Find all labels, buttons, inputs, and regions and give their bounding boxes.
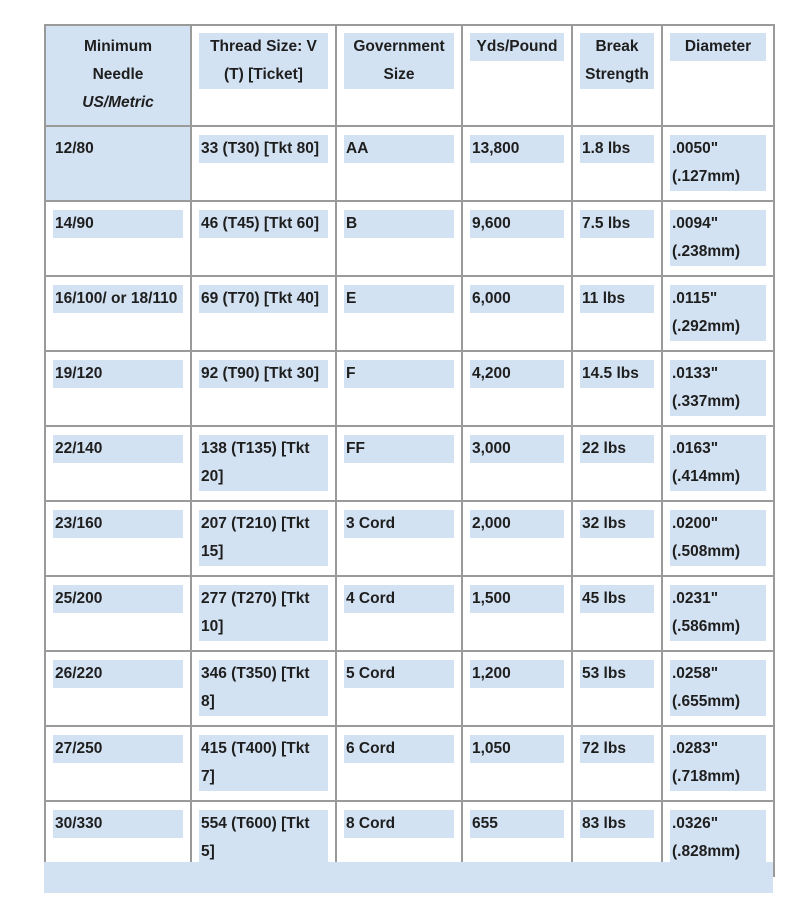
cell-text: .0115" (.292mm) xyxy=(670,285,766,341)
cell-government-size xyxy=(336,726,462,801)
cell-text: 415 (T400) [Tkt 7] xyxy=(199,735,328,791)
cell-diameter xyxy=(662,501,774,576)
cell-text: 19/120 xyxy=(53,360,183,388)
cell-diameter xyxy=(662,651,774,726)
cell-text: 12/80 xyxy=(55,140,94,157)
footer-bar xyxy=(44,862,773,893)
cell-text: 72 lbs xyxy=(580,735,654,763)
cell-thread-size xyxy=(191,126,336,201)
cell-text: 3,000 xyxy=(470,435,564,463)
cell-text: 554 (T600) [Tkt 5] xyxy=(199,810,328,866)
cell-text: 1,050 xyxy=(470,735,564,763)
cell-diameter xyxy=(662,726,774,801)
table-row xyxy=(45,276,774,351)
header-text: Thread Size: V (T) [Ticket] xyxy=(199,33,328,89)
table-row xyxy=(45,726,774,801)
cell-break-strength xyxy=(572,576,662,651)
cell-break-strength xyxy=(572,651,662,726)
cell-yds-pound xyxy=(462,651,572,726)
cell-text: 30/330 xyxy=(53,810,183,838)
header-government-size xyxy=(336,25,462,126)
header-text: Government Size xyxy=(344,33,454,89)
header-yds-pound xyxy=(462,25,572,126)
cell-text: 92 (T90) [Tkt 30] xyxy=(199,360,328,388)
cell-text: AA xyxy=(344,135,454,163)
cell-text: 207 (T210) [Tkt 15] xyxy=(199,510,328,566)
cell-thread-size xyxy=(191,726,336,801)
cell-text: 26/220 xyxy=(53,660,183,688)
cell-yds-pound xyxy=(462,576,572,651)
cell-text: 23/160 xyxy=(53,510,183,538)
cell-diameter xyxy=(662,576,774,651)
cell-text: 4 Cord xyxy=(344,585,454,613)
cell-diameter xyxy=(662,351,774,426)
header-text: Break Strength xyxy=(580,33,654,89)
header-row xyxy=(45,25,774,126)
cell-government-size xyxy=(336,576,462,651)
cell-text: 5 Cord xyxy=(344,660,454,688)
cell-yds-pound xyxy=(462,126,572,201)
cell-text: 11 lbs xyxy=(580,285,654,313)
cell-break-strength xyxy=(572,501,662,576)
header-text: Diameter xyxy=(670,33,766,61)
cell-needle xyxy=(45,651,191,726)
header-thread-size xyxy=(191,25,336,126)
cell-text: 3 Cord xyxy=(344,510,454,538)
cell-yds-pound xyxy=(462,351,572,426)
cell-yds-pound xyxy=(462,726,572,801)
cell-text: 22 lbs xyxy=(580,435,654,463)
cell-break-strength xyxy=(572,126,662,201)
cell-thread-size xyxy=(191,276,336,351)
cell-needle xyxy=(45,501,191,576)
cell-text: 7.5 lbs xyxy=(580,210,654,238)
cell-thread-size xyxy=(191,201,336,276)
cell-diameter xyxy=(662,201,774,276)
cell-text: 27/250 xyxy=(53,735,183,763)
cell-needle xyxy=(45,276,191,351)
cell-text: E xyxy=(344,285,454,313)
cell-needle xyxy=(45,576,191,651)
cell-break-strength xyxy=(572,726,662,801)
cell-text: 1,200 xyxy=(470,660,564,688)
header-diameter xyxy=(662,25,774,126)
cell-government-size xyxy=(336,501,462,576)
header-text: Yds/Pound xyxy=(470,33,564,61)
cell-text: 655 xyxy=(470,810,564,838)
cell-thread-size xyxy=(191,426,336,501)
cell-text: 16/100/ or 18/110 xyxy=(53,285,183,313)
table-row xyxy=(45,351,774,426)
cell-text: 14.5 lbs xyxy=(580,360,654,388)
cell-break-strength xyxy=(572,276,662,351)
cell-text: 4,200 xyxy=(470,360,564,388)
cell-text: 53 lbs xyxy=(580,660,654,688)
cell-break-strength xyxy=(572,351,662,426)
cell-text: 346 (T350) [Tkt 8] xyxy=(199,660,328,716)
cell-government-size xyxy=(336,351,462,426)
cell-text: .0283" (.718mm) xyxy=(670,735,766,791)
cell-text: 13,800 xyxy=(470,135,564,163)
table-row xyxy=(45,126,774,201)
header-break-strength xyxy=(572,25,662,126)
cell-diameter xyxy=(662,426,774,501)
table-row xyxy=(45,501,774,576)
cell-text: 32 lbs xyxy=(580,510,654,538)
header-line: Minimum xyxy=(83,38,153,55)
cell-text: 277 (T270) [Tkt 10] xyxy=(199,585,328,641)
cell-text: 45 lbs xyxy=(580,585,654,613)
cell-needle xyxy=(45,726,191,801)
cell-text: 6 Cord xyxy=(344,735,454,763)
header-line: Needle xyxy=(92,66,144,83)
cell-government-size xyxy=(336,126,462,201)
cell-text: 83 lbs xyxy=(580,810,654,838)
cell-text: .0050" (.127mm) xyxy=(670,135,766,191)
cell-text: B xyxy=(344,210,454,238)
cell-text: 138 (T135) [Tkt 20] xyxy=(199,435,328,491)
cell-government-size xyxy=(336,276,462,351)
header-minimum-needle xyxy=(45,25,191,126)
cell-text: .0200" (.508mm) xyxy=(670,510,766,566)
thread-size-table xyxy=(44,24,775,877)
cell-government-size xyxy=(336,201,462,276)
cell-text: 46 (T45) [Tkt 60] xyxy=(199,210,328,238)
cell-text: .0133" (.337mm) xyxy=(670,360,766,416)
cell-text: F xyxy=(344,360,454,388)
cell-text: 2,000 xyxy=(470,510,564,538)
cell-yds-pound xyxy=(462,501,572,576)
cell-text: .0326" (.828mm) xyxy=(670,810,766,866)
cell-text: .0258" (.655mm) xyxy=(670,660,766,716)
cell-thread-size xyxy=(191,651,336,726)
cell-text: 25/200 xyxy=(53,585,183,613)
cell-text: 14/90 xyxy=(53,210,183,238)
cell-text: 8 Cord xyxy=(344,810,454,838)
cell-text: .0163" (.414mm) xyxy=(670,435,766,491)
cell-needle xyxy=(45,126,191,201)
cell-text: FF xyxy=(344,435,454,463)
cell-text: .0231" (.586mm) xyxy=(670,585,766,641)
cell-break-strength xyxy=(572,426,662,501)
cell-text: 33 (T30) [Tkt 80] xyxy=(199,135,328,163)
cell-thread-size xyxy=(191,351,336,426)
cell-text: 1,500 xyxy=(470,585,564,613)
cell-thread-size xyxy=(191,501,336,576)
table-row xyxy=(45,201,774,276)
table-row xyxy=(45,426,774,501)
cell-government-size xyxy=(336,651,462,726)
cell-needle xyxy=(45,426,191,501)
cell-yds-pound xyxy=(462,201,572,276)
cell-text: 6,000 xyxy=(470,285,564,313)
cell-text: 69 (T70) [Tkt 40] xyxy=(199,285,328,313)
cell-needle xyxy=(45,351,191,426)
table-row xyxy=(45,651,774,726)
table-row xyxy=(45,576,774,651)
cell-government-size xyxy=(336,426,462,501)
cell-thread-size xyxy=(191,576,336,651)
cell-needle xyxy=(45,201,191,276)
cell-yds-pound xyxy=(462,426,572,501)
cell-break-strength xyxy=(572,201,662,276)
cell-yds-pound xyxy=(462,276,572,351)
cell-diameter xyxy=(662,126,774,201)
cell-text: 9,600 xyxy=(470,210,564,238)
cell-text: .0094" (.238mm) xyxy=(670,210,766,266)
cell-text: 1.8 lbs xyxy=(580,135,654,163)
cell-text: 22/140 xyxy=(53,435,183,463)
cell-diameter xyxy=(662,276,774,351)
header-line: US/Metric xyxy=(82,94,154,111)
